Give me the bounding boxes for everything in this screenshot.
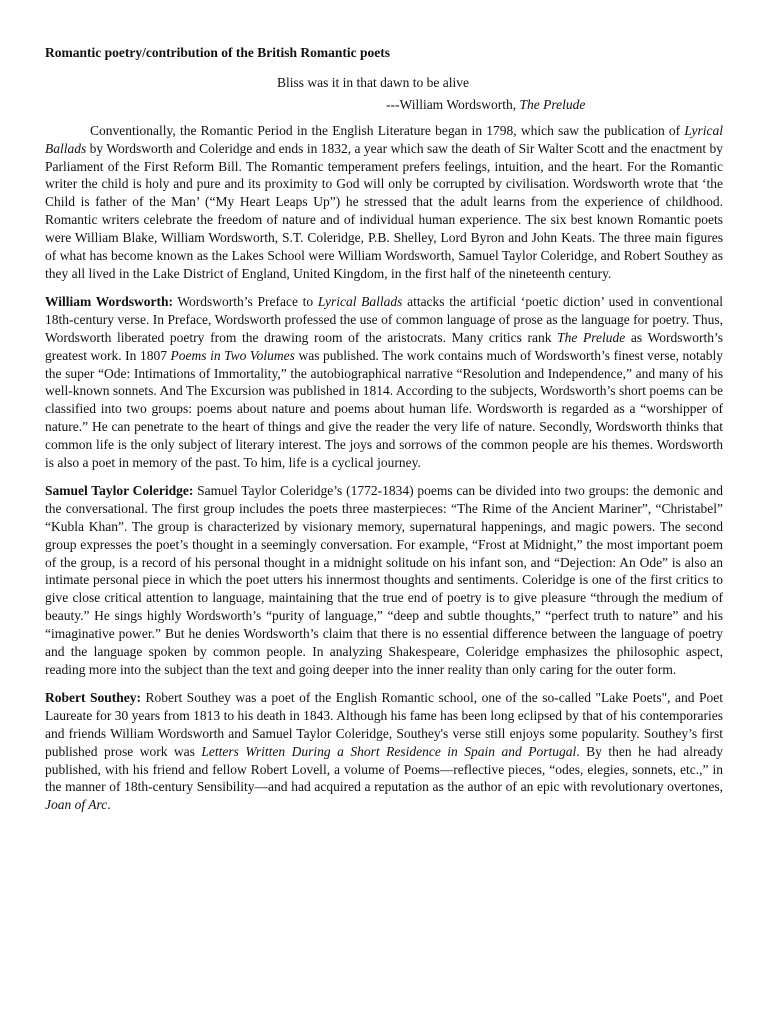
coleridge-paragraph xyxy=(45,482,723,679)
intro-text-1: Conventionally, the Romantic Period in the English Literature began in 1798, which saw the publication of xyxy=(90,122,685,138)
intro-text-2: by Wordsworth and Coleridge and ends in 1832, a year which saw the death of Sir Walter Scott and the enactment by Parliament of the First Reform Bill. The Romantic temperament prefers feelings, intuition, and the heart. For the Romantic writer the child is holy and pure and its proximity to God will only be corrupted by civilisation. Wordsworth wrote that ‘the Child is father of the Man’ (“My Heart Leaps Up”) he stressed that the adult learns from the experience of childhood. Romantic writers celebrate the freedom of nature and of individual human experience. The six best known Romantic poets were William Blake, William Wordsworth, S.T. Coleridge, P.B. Shelley, Lord Byron and John Keats. The three main figures of what has become known as the Lakes School were William Wordsworth, Samuel Taylor Coleridge, and Robert Southey as they all lived in the Lake District of England, United Kingdom, in the first half of the nineteenth century. xyxy=(45,140,723,281)
wordsworth-text-4: was published. The work contains much of Wordsworth’s finest verse, notably the super “Ode: Intimations of Immortality,” the autobiographical narrative “Resolution and Independence,” and many of his well-known sonnets. And The Excursion was published in 1814. According to the subjects, Wordsworth’s short poems can be classified into two groups: poems about nature and poems about human life. Wordsworth is regarded as a “worshipper of nature.” He can penetrate to the heart of things and give the reader the very life of nature. Secondly, Wordsworth thinks that common life is the only subject of literary interest. The joys and sorrows of the common people are his themes. Wordsworth is also a poet in memory of the past. To him, life is a cyclical journey. xyxy=(45,347,724,471)
attribution-author: ---William Wordsworth, xyxy=(386,96,520,112)
wordsworth-text-1: Wordsworth’s Preface to xyxy=(172,293,318,309)
intro-italic-lyrical-ballads: Lyrical Ballads xyxy=(45,122,723,156)
epigraph-quote: Bliss was it in that dawn to be alive xyxy=(277,74,469,90)
coleridge-heading: Samuel Taylor Coleridge: xyxy=(45,482,194,498)
attribution-work: The Prelude xyxy=(519,96,586,112)
wordsworth-italic-lyrical-ballads: Lyrical Ballads xyxy=(317,293,403,309)
wordsworth-italic-prelude: The Prelude xyxy=(557,329,626,345)
southey-paragraph xyxy=(45,689,723,814)
southey-text-1: Robert Southey was a poet of the English Romantic school, one of the so-called "Lake Poets", and Poet Laureate for 30 years from 1813 to his death in 1843. Although his fame has been long eclipsed by that of his contemporaries and friends William Wordsworth and Samuel Taylor Coleridge, Southey's verse still enjoys some popularity. Southey’s first published prose work was xyxy=(45,689,724,759)
epigraph-attribution xyxy=(45,96,723,114)
document-page xyxy=(45,44,723,824)
wordsworth-text-3: as Wordsworth’s greatest work. In 1807 xyxy=(45,329,723,363)
intro-paragraph xyxy=(45,122,723,283)
southey-heading: Robert Southey: xyxy=(45,689,141,705)
wordsworth-italic-poems-two-volumes: Poems in Two Volumes xyxy=(170,347,295,363)
southey-text-2: . By then he had already published, with his friend and fellow Robert Lovell, a volume of Poems—reflective pieces, “odes, elegies, sonnets, etc.,” in the manner of 18th-century Sensibility—and had acquired a reputation as the author of an epic with revolutionary overtones, xyxy=(45,743,724,795)
wordsworth-heading: William Wordsworth: xyxy=(45,293,173,309)
wordsworth-text-2: attacks the artificial ‘poetic diction’ used in conventional 18th-century verse. In Preface, Wordsworth professed the use of common language of prose as the language for poetry. Thus, Wordsworth liberated poetry from the drawing room of the aristocrats. Many critics rank xyxy=(45,293,724,345)
southey-italic-joan-of-arc: Joan of Arc xyxy=(45,797,108,813)
wordsworth-paragraph xyxy=(45,293,723,472)
coleridge-text-1: Samuel Taylor Coleridge’s (1772-1834) poems can be divided into two groups: the demonic and the conversational. The first group includes the poets three masterpieces: “The Rime of the Ancient Mariner”, “Christabel” “Kubla Khan”. The group is characterized by visionary memory, supernatural happenings, and magic powers. The second group expresses the poet’s thought in a seemingly conversation. For example, “Frost at Midnight,” the most important poem of the group, is a record of his personal thought in a midnight solitude on his infant son, and “Dejection: An Ode” is also an intimate personal piece in which the poet utters his innermost thoughts and sentiments. Coleridge is one of the first critics to give close critical attention to language, maintaining that the true end of poetry is to give pleasure “through the medium of beauty.” He sings highly Wordsworth’s “purity of language,” “deep and subtle thoughts,” “perfect truth to nature” and his “imaginative power.” But he denies Wordsworth’s claim that there is no essential difference between the language of poetry and the language spoken by common people. In analyzing Shakespeare, Coleridge emphasizes the philosophic aspect, reading more into the subject than the text and going deeper into the inner reality than only caring for the outer form. xyxy=(45,482,723,677)
southey-italic-letters: Letters Written During a Short Residence in Spain and Portugal xyxy=(201,743,577,759)
southey-text-3: . xyxy=(107,797,111,813)
page-title: Romantic poetry/contribution of the British Romantic poets xyxy=(45,45,390,60)
